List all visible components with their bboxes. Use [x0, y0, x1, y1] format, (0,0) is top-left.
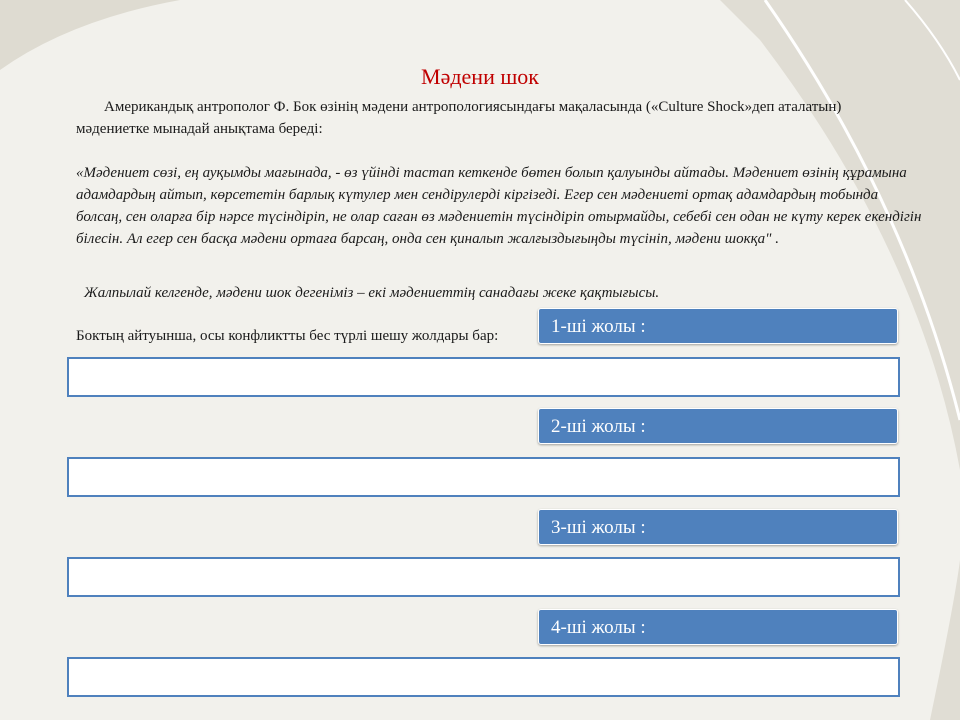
way-1-answer-box[interactable] — [67, 357, 900, 397]
way-2-label: 2-ші жолы : — [538, 408, 898, 444]
way-2-answer-box[interactable] — [67, 457, 900, 497]
quote-paragraph: «Мәдениет сөзі, ең ауқымды мағынада, - өз үйінді тастап кеткенде бөтен болып қалуынды айтады. Мәдениет өзінің құрамына адамдардың айтып, көрсететін барлық күтулер мен сендірулерді кіргізеді. Егер сен мәдениеті ортақ адамдардың тобында болсаң, сен оларға бір нәрсе түсіндіріп, не олар саған өз мәдениетін түсіндіріп отырмайды, себебі сен одан не күту керек екендігін білесін. Ал егер сен басқа мәдени ортаға барсаң, онда сен қиналып жалғыздығыңды түсініп, мәдени шокқа" . — [76, 165, 922, 247]
way-4-answer-box[interactable] — [67, 657, 900, 697]
way-1-label: 1-ші жолы : — [538, 308, 898, 344]
way-3-label: 3-ші жолы : — [538, 509, 898, 545]
slide-title: Мәдени шок — [421, 64, 539, 89]
way-3-answer-box[interactable] — [67, 557, 900, 597]
intro-paragraph: Американдық антрополог Ф. Бок өзінің мәдени антропологиясындағы мақаласында («Culture Shock»деп аталатын) мәдениетке мынадай анықтама береді: — [76, 99, 842, 137]
resolution-intro-text: Боктың айтуынша, осы конфликтты бес түрлі шешу жолдары бар: — [76, 328, 499, 344]
summary-paragraph: Жалпылай келгенде, мәдени шок дегеніміз – екі мәдениеттің санадағы жеке қақтығысы. — [84, 285, 660, 301]
way-4-label: 4-ші жолы : — [538, 609, 898, 645]
